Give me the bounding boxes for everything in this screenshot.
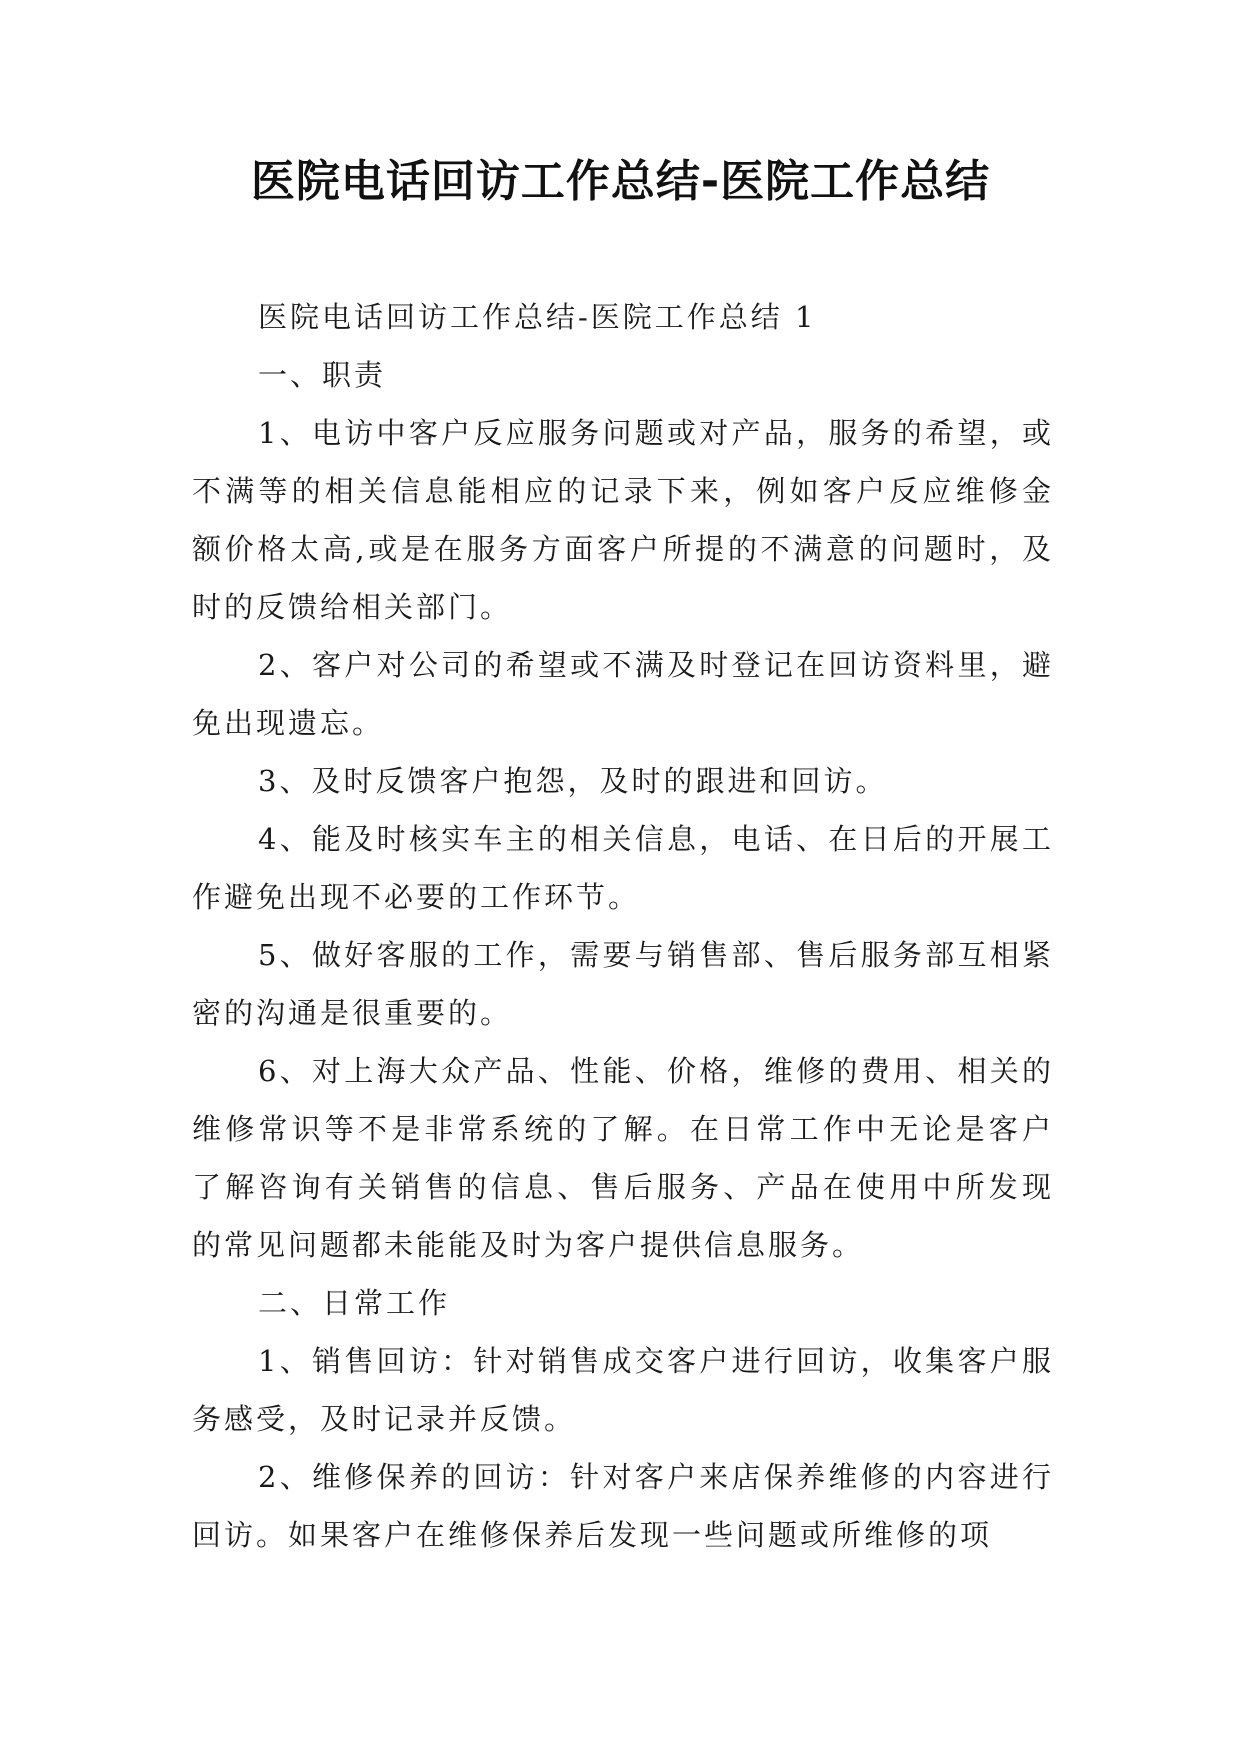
daily-work-item-2: 2、维修保养的回访：针对客户来店保养维修的内容进行回访。如果客户在维修保养后发现一些问题或所维修的项	[192, 1460, 1054, 1552]
document-title: 医院电话回访工作总结-医院工作总结	[250, 156, 991, 207]
section-heading-duties: 一、职责	[258, 358, 387, 392]
section-heading-daily-work: 二、日常工作	[258, 1286, 451, 1320]
document-body	[192, 288, 1054, 1564]
subtitle-paragraph: 医院电话回访工作总结-医院工作总结 1	[258, 300, 817, 334]
duty-item-4: 4、能及时核实车主的相关信息，电话、在日后的开展工作避免出现不必要的工作环节。	[192, 822, 1054, 914]
duty-item-2: 2、客户对公司的希望或不满及时登记在回访资料里，避免出现遗忘。	[192, 648, 1054, 740]
duty-item-1: 1、电访中客户反应服务问题或对产品，服务的希望，或不满等的相关信息能相应的记录下来，例如客户反应维修金额价格太高,或是在服务方面客户所提的不满意的问题时，及时的反馈给相关部门。	[192, 416, 1054, 624]
duty-item-6: 6、对上海大众产品、性能、价格，维修的费用、相关的维修常识等不是非常系统的了解。在日常工作中无论是客户了解咨询有关销售的信息、售后服务、产品在使用中所发现的常见问题都未能能及时为客户提供信息服务。	[192, 1054, 1054, 1262]
duty-item-5: 5、做好客服的工作，需要与销售部、售后服务部互相紧密的沟通是很重要的。	[192, 938, 1054, 1030]
duty-item-3: 3、及时反馈客户抱怨，及时的跟进和回访。	[258, 764, 888, 798]
daily-work-item-1: 1、销售回访：针对销售成交客户进行回访，收集客户服务感受，及时记录并反馈。	[192, 1344, 1054, 1436]
